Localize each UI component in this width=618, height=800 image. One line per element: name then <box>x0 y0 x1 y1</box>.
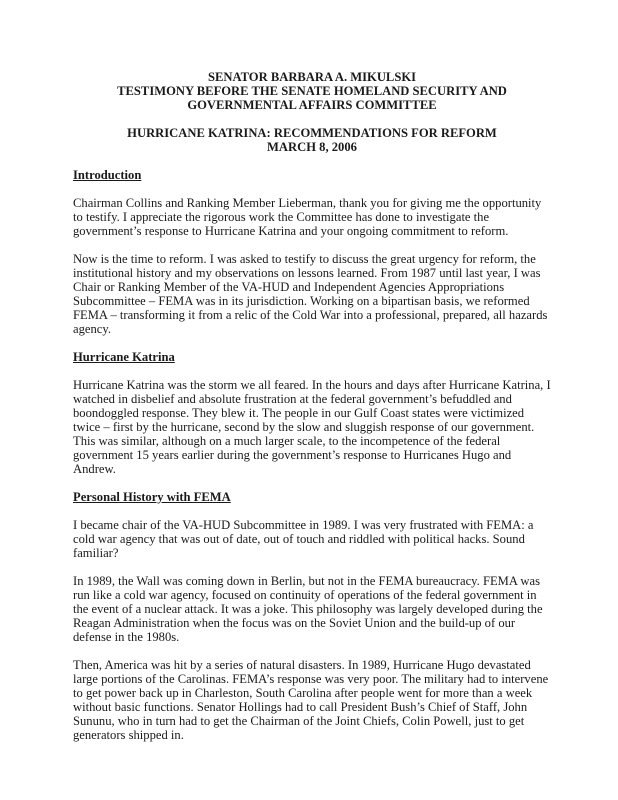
section-heading: Personal History with FEMA <box>73 490 231 504</box>
section-personal-history <box>73 490 551 742</box>
header-line: TESTIMONY BEFORE THE SENATE HOMELAND SECURITY AND <box>117 84 507 98</box>
paragraph: I became chair of the VA-HUD Subcommittee in 1989. I was very frustrated with FEMA: a cold war agency that was out of date, out of touch and riddled with political hacks. Sound familiar? <box>73 518 534 560</box>
paragraph: Then, America was hit by a series of natural disasters. In 1989, Hurricane Hugo devastated large portions of the Carolinas. FEMA’s response was very poor. The military had to intervene to get power back up in Charleston, South Carolina after people went for more than a week without basic functions. Senator Hollings had to call President Bush’s Chief of Staff, John Sununu, who in turn had to get the Chairman of the Joint Chiefs, Colin Powell, just to get generators shipped in. <box>73 658 549 742</box>
header-line: SENATOR BARBARA A. MIKULSKI <box>207 70 417 84</box>
paragraph: Chairman Collins and Ranking Member Lieberman, thank you for giving me the opportunity to testify. I appreciate the rigorous work the Committee has done to investigate the government’s response to Hurricane Katrina and your ongoing commitment to reform. <box>73 196 542 238</box>
document-page <box>73 70 551 756</box>
paragraph: In 1989, the Wall was coming down in Berlin, but not in the FEMA bureaucracy. FEMA was run like a cold war agency, focused on continuity of operations of the federal government in the event of a nuclear attack. It was a joke. This philosophy was largely developed during the Reagan Administration when the focus was on the Soviet Union and the build-up of our defense in the 1980s. <box>73 574 543 644</box>
section-heading: Introduction <box>73 168 142 182</box>
paragraph: Now is the time to reform. I was asked to testify to discuss the great urgency for reform, the institutional history and my observations on lessons learned. From 1987 until last year, I was Chair or Ranking Member of the VA-HUD and Independent Agencies Appropriations Subcommittee – FEMA was in its jurisdiction. Working on a bipartisan basis, we reformed FEMA – transforming it from a relic of the Cold War into a professional, prepared, all hazards agency. <box>73 252 548 336</box>
speaker-block <box>73 70 551 112</box>
section-heading: Hurricane Katrina <box>73 350 175 364</box>
section-hurricane-katrina <box>73 350 551 476</box>
section-introduction <box>73 168 551 336</box>
testimony-title: HURRICANE KATRINA: RECOMMENDATIONS FOR REFORM <box>127 126 497 140</box>
testimony-title-block <box>73 126 551 154</box>
paragraph: Hurricane Katrina was the storm we all feared. In the hours and days after Hurricane Katrina, I watched in disbelief and absolute frustration at the federal government’s befuddled and boondoggled response. They blew it. The people in our Gulf Coast states were victimized twice – first by the hurricane, second by the slow and sluggish response of our government. This was similar, although on a much larger scale, to the incompetence of the federal government 15 years earlier during the government’s response to Hurricanes Hugo and Andrew. <box>73 378 551 476</box>
testimony-date: MARCH 8, 2006 <box>267 140 357 154</box>
document-header <box>73 70 551 154</box>
header-line: GOVERNMENTAL AFFAIRS COMMITTEE <box>187 98 437 112</box>
